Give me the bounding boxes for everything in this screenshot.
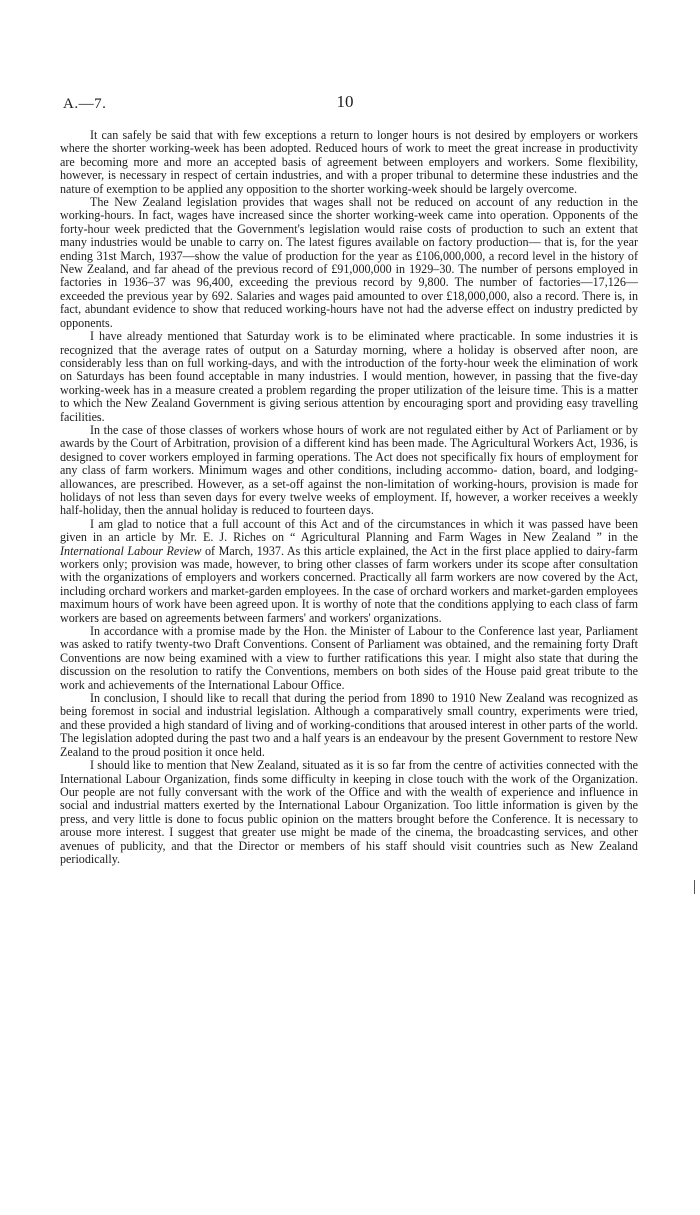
text-line: scope after consultation with the organizations of employers and workers concerned. bbox=[60, 557, 638, 585]
text-line: the Government's legislation would raise costs of production to such an extent that many bbox=[60, 221, 638, 250]
text-line: applying to each class of farm workers are based on agreements between farmers' and bbox=[60, 597, 638, 625]
text-line: 1937. As this article explained, the Act in the first place applied to dairy-farm workers bbox=[60, 543, 638, 571]
text-line: countries such as New Zealand periodically. bbox=[60, 838, 638, 866]
text-line: on the matters brought before the Conference. It is necessary to arouse more interest. bbox=[60, 811, 638, 840]
text-line: by Act of Parliament or by awards by the Court of Arbitration, provision of a different bbox=[60, 422, 639, 451]
text-line: working-week came into operation. Opponents of the forty-hour week predicted that bbox=[60, 208, 639, 236]
text-line: dation, board, and lodging-allowances, are prescribed. However, as a set-off against the bbox=[60, 463, 638, 491]
journal-title: International Labour Review bbox=[60, 543, 202, 558]
text-line: I have already mentioned that Saturday work is to be eliminated where practicable. bbox=[90, 329, 516, 344]
text-line: that the five-day working-week has in a measure created a problem regarding the proper bbox=[60, 369, 638, 397]
paragraph bbox=[60, 759, 638, 866]
text-line: I should like to mention that New Zealand, situated as it is so far from the centre bbox=[90, 758, 483, 773]
paragraph bbox=[60, 518, 638, 625]
text-line: working-week should be largely overcome. bbox=[367, 181, 578, 196]
text-line: was 96,400, exceeding the previous record by 9,800. The number of factories—17,126— bbox=[171, 275, 638, 290]
text-line: little information is given by the press, and very little is done to focus public opinion bbox=[60, 798, 638, 826]
text-line: utilization of the leisure time. This is a matter to which the New Zealand Government bbox=[60, 382, 639, 411]
text-line: any reduction in the working-hours. In fact, wages have increased since the shorter bbox=[60, 195, 639, 223]
text-line: conversant with the work of the Office and with the wealth of experience and influence in bbox=[185, 784, 639, 799]
text-line: In some industries it is recognized that the average rates of output on a Saturday morning, bbox=[60, 329, 639, 357]
paragraph bbox=[60, 129, 638, 196]
body-text bbox=[60, 129, 638, 866]
text-line: is necessary in respect of certain industries, and with a proper tribunal to determine these bbox=[107, 168, 548, 183]
text-line: of living and of working-conditions that aroused interest in other parts of the world. The bbox=[60, 717, 638, 746]
text-line: In the case of those classes of workers whose hours of work are not regulated either bbox=[90, 422, 503, 437]
text-line: record of £91,000,000 in 1929–30. The number of persons employed in factories in 1936–37 bbox=[60, 262, 638, 290]
text-line: of activities connected with the International Labour Organization, finds some difficulty in bbox=[60, 758, 638, 786]
text-line: maximum hours of work have been agreed upon. It is worthy of note that the conditions bbox=[60, 597, 489, 612]
text-line: and with the introduction of the forty-hour week the elimination of work on Saturdays bbox=[60, 355, 638, 384]
text-line: by employers or workers where the shorter working-week has been adopted. Reduced bbox=[60, 128, 638, 156]
text-line: legislation adopted during the past two and a half years is an endeavour by the present bbox=[81, 731, 500, 746]
text-line: industries and the nature of exemption to be applied any opposition to the shorter bbox=[60, 168, 638, 196]
text-line: Office. bbox=[310, 677, 345, 692]
text-line: for any class of farm workers. Minimum wages and other conditions, including accommo- bbox=[60, 449, 638, 478]
text-line: I suggest that greater use might be made of the cinema, the broadcasting services, and bbox=[169, 825, 609, 840]
text-line: days for every twelve weeks of employment. If, however, a worker receives a weekly bbox=[215, 489, 639, 504]
text-line: exceeded the previous year by 692. Salaries and wages paid amounted to over £18,000,000, bbox=[60, 288, 510, 303]
text-line: Planning and Farm Wages in New Zealand ” in the International Labour Review of March, bbox=[60, 530, 639, 558]
text-line: Government to restore New Zealand to the proud position it once held. bbox=[60, 731, 638, 759]
paragraph bbox=[60, 196, 638, 330]
page-header bbox=[0, 92, 700, 116]
text-line: industries would be unable to carry on. The latest figures available on factory production— bbox=[90, 235, 541, 250]
document-reference: A.—7. bbox=[63, 96, 107, 112]
text-line: during the discussion on the resolution to ratify the Conventions, members on both sides bbox=[60, 650, 639, 679]
text-line: have not had the adverse effect on industry predicted by opponents. bbox=[60, 302, 639, 330]
text-line: also a record. There is, in fact, abundant evidence to show that reduced working-hours bbox=[60, 288, 638, 317]
text-line: as £106,000,000, a record level in the history of New Zealand, and far ahead of the previous bbox=[60, 248, 638, 277]
text-line: employed in farming operations. The Act does not specifically fix hours of employment bbox=[191, 449, 621, 464]
text-line: only; provision was made, however, to bring other classes of farm workers under its bbox=[102, 557, 519, 571]
text-line: comparatively small country, experiments were tried, and these provided a high standard bbox=[60, 704, 638, 732]
text-line: other avenues of publicity, and that the Director or members of his staff should visit bbox=[60, 825, 638, 853]
text-line: The New Zealand legislation provides that wages shall not be reduced on account of bbox=[90, 195, 530, 210]
text-line: half-holiday, then the annual holiday is reduced to fourteen days. bbox=[60, 503, 374, 518]
page-number: 10 bbox=[336, 92, 354, 111]
paragraph bbox=[60, 692, 638, 759]
text-line: In conclusion, I should like to recall that during the period from 1890 to 1910 New bbox=[90, 691, 503, 706]
text-line: of the House paid great tribute to the work and achievements of the International Labour bbox=[60, 664, 638, 692]
text-line: which it was passed have been given in an article by Mr. E. J. Riches on “ Agricultural bbox=[60, 516, 638, 545]
text-line: workers' organizations. bbox=[329, 610, 442, 625]
paragraph bbox=[60, 424, 638, 518]
text-line: kind has been made. The Agricultural Workers Act, 1936, is designed to cover workers bbox=[60, 436, 638, 464]
text-line: now being examined with a view to further ratifications this year. I might also state that bbox=[144, 650, 584, 665]
text-line: has been found acceptable in many industries. I would mention, however, in passing bbox=[128, 369, 552, 384]
text-line: I am glad to notice that a full account of this Act and of the circumstances in bbox=[90, 516, 480, 531]
text-line: keeping in close touch with the work of the Organization. Our people are not fully bbox=[60, 771, 638, 799]
text-line: non-limitation of working-hours, provision is made for holidays of not less than seven bbox=[60, 476, 638, 504]
text-line: hours of work to meet the great increase in productivity are becoming more and more an bbox=[60, 141, 638, 169]
text-line: is giving serious attention by encouraging sport and providing easy travelling facilities. bbox=[60, 396, 638, 424]
text-line: Practically all farm workers are now covered by the Act, including orchard workers and bbox=[60, 570, 638, 598]
text-line: Consent of Parliament was obtained, and the remaining forty Draft Conventions are bbox=[60, 637, 638, 665]
text-line: that is, for the year ending 31st March, 1937—show the value of production for the year bbox=[60, 235, 638, 263]
text-line: market-garden employees. In the case of orchard workers and market-garden employees bbox=[211, 583, 638, 598]
text-line: social and industrial matters exerted by the International Labour Organization. Too bbox=[60, 798, 472, 813]
text-line: accepted basis of agreement between employers and workers. Some flexibility, however, bbox=[60, 154, 638, 183]
paragraph bbox=[60, 330, 638, 424]
text-line: In accordance with a promise made by the Hon. the Minister of Labour to the bbox=[90, 624, 475, 639]
text-line: where a holiday is observed after noon, are considerably less than on full working-days, bbox=[60, 342, 638, 370]
text-line: It can safely be said that with few exceptions a return to longer hours is not desired bbox=[90, 128, 510, 142]
scan-mark bbox=[694, 880, 695, 894]
paragraph bbox=[60, 625, 638, 692]
text-line: Conference last year, Parliament was asked to ratify twenty-two Draft Conventions. bbox=[60, 624, 639, 652]
text-line: Zealand was recognized as being foremost in social and industrial legislation. Although a bbox=[60, 691, 638, 719]
